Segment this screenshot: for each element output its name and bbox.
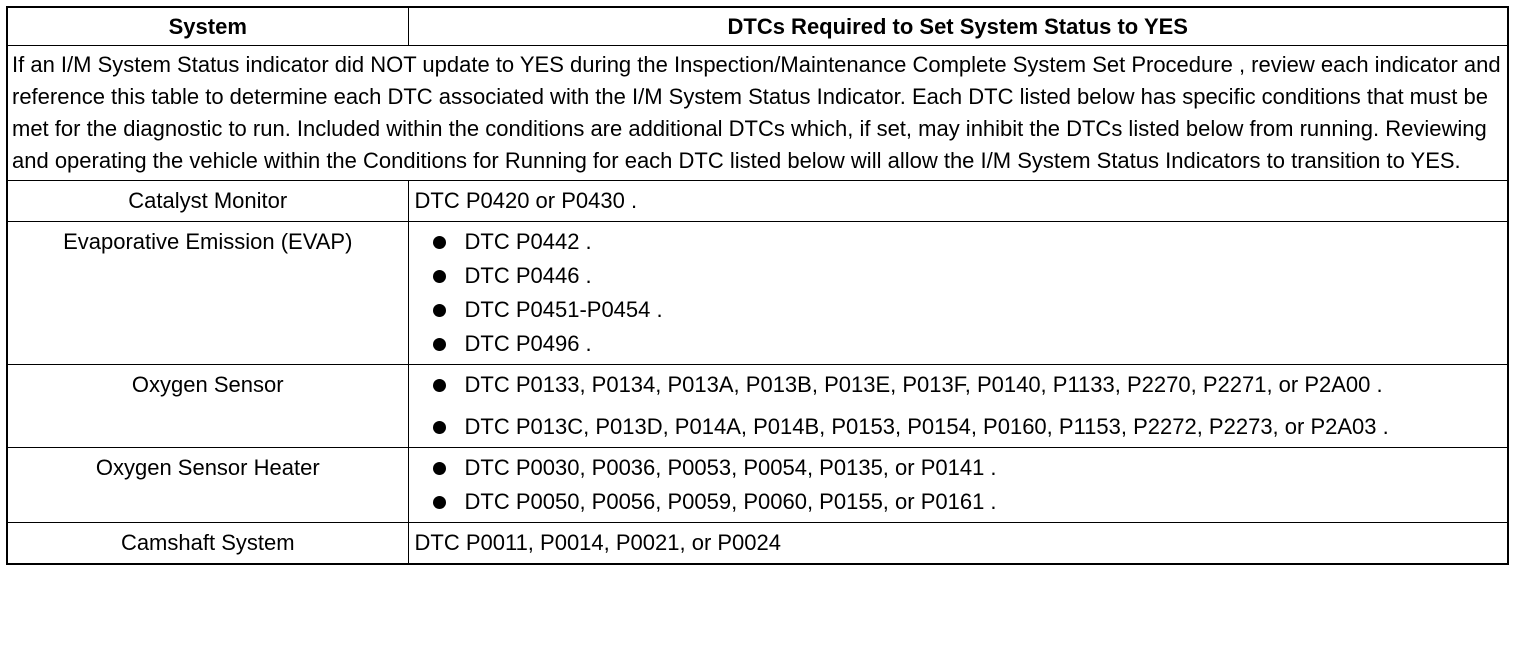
system-cell: Oxygen Sensor: [7, 365, 408, 448]
system-cell: Catalyst Monitor: [7, 181, 408, 222]
system-cell: Camshaft System: [7, 523, 408, 565]
dtc-cell: DTC P0011, P0014, P0021, or P0024: [408, 523, 1508, 565]
table-row: [7, 181, 1508, 222]
intro-text: If an I/M System Status indicator did NOT update to YES during the Inspection/Maintenance Complete System Set Procedure , review each indicator and reference this table to determine each DTC associated with the I/M System Status Indicator. Each DTC listed below has specific conditions that must be met for the diagnostic to run. Included within the conditions are additional DTCs which, if set, may inhibit the DTCs listed below from running. Reviewing and operating the vehicle within the Conditions for Running for each DTC listed below will allow the I/M System Status Indicators to transition to YES.: [7, 46, 1508, 181]
table-row: [7, 523, 1508, 565]
dtc-cell: [408, 222, 1508, 365]
list-item: [415, 411, 1502, 443]
dtc-item-text: DTC P0446 .: [464, 263, 592, 288]
system-cell: Evaporative Emission (EVAP): [7, 222, 408, 365]
dtc-requirements-table: [6, 6, 1509, 565]
dtc-item-text: DTC P0133, P0134, P013A, P013B, P013E, P013F, P0140, P1133, P2270, P2271, or P2A00 .: [464, 372, 1383, 397]
table-row: [7, 222, 1508, 365]
bullet-icon: [433, 304, 446, 317]
intro-row: [7, 46, 1508, 181]
dtc-item-text: DTC P0050, P0056, P0059, P0060, P0155, or P0161 .: [464, 489, 997, 514]
list-item: [415, 328, 1502, 360]
dtc-list: [415, 369, 1502, 443]
bullet-icon: [433, 462, 446, 475]
list-item: [415, 369, 1502, 401]
table-row: [7, 448, 1508, 523]
bullet-icon: [433, 496, 446, 509]
bullet-icon: [433, 421, 446, 434]
table-header-row: [7, 7, 1508, 46]
dtc-item-text: DTC P013C, P013D, P014A, P014B, P0153, P0154, P0160, P1153, P2272, P2273, or P2A03 .: [464, 414, 1389, 439]
list-item: [415, 260, 1502, 292]
dtc-cell: [408, 448, 1508, 523]
header-system: System: [7, 7, 408, 46]
header-dtcs: DTCs Required to Set System Status to YES: [408, 7, 1508, 46]
list-item: [415, 226, 1502, 258]
list-item: [415, 486, 1502, 518]
dtc-item-text: DTC P0442 .: [464, 229, 592, 254]
bullet-icon: [433, 338, 446, 351]
table-row: [7, 365, 1508, 448]
dtc-item-text: DTC P0030, P0036, P0053, P0054, P0135, or P0141 .: [464, 455, 997, 480]
system-cell: Oxygen Sensor Heater: [7, 448, 408, 523]
dtc-cell: DTC P0420 or P0430 .: [408, 181, 1508, 222]
list-item: [415, 294, 1502, 326]
dtc-item-text: DTC P0451-P0454 .: [464, 297, 663, 322]
dtc-cell: [408, 365, 1508, 448]
bullet-icon: [433, 236, 446, 249]
dtc-list: [415, 226, 1502, 360]
bullet-icon: [433, 270, 446, 283]
bullet-icon: [433, 379, 446, 392]
dtc-list: [415, 452, 1502, 518]
dtc-item-text: DTC P0496 .: [464, 331, 592, 356]
list-item: [415, 452, 1502, 484]
